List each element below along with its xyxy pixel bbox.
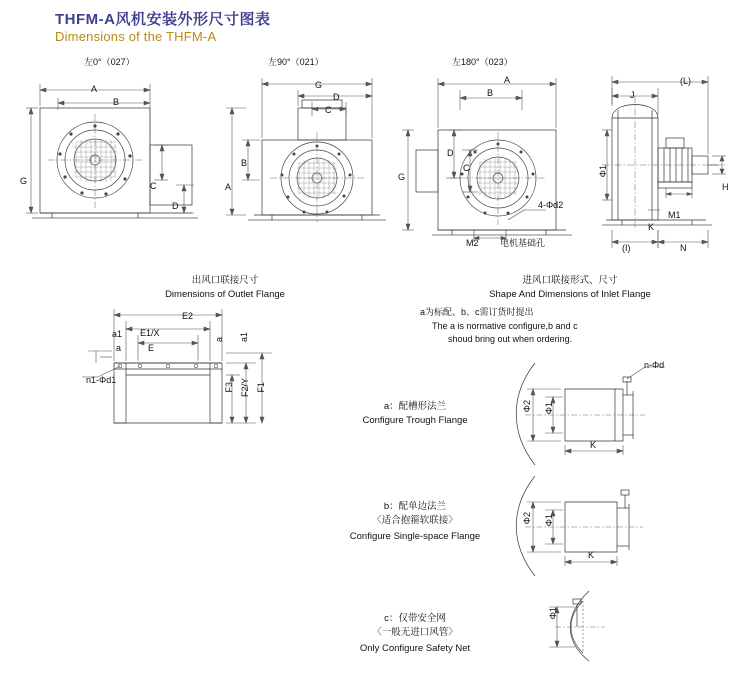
page-title-cn: THFM-A风机安装外形尺寸图表	[55, 11, 271, 28]
dim-view0-B: B	[113, 97, 120, 107]
dim-view0-G: G	[20, 176, 28, 186]
dim-side-M1: M1	[668, 210, 681, 220]
inlet-a-drawing	[505, 355, 720, 470]
dim-view90-C: C	[325, 105, 332, 115]
inlet-b-label-en: Configure Single-space Flange	[349, 531, 481, 542]
outlet-title-cn: 出风口联接尺寸	[191, 275, 259, 286]
view-label-90: 左90°（021）	[268, 57, 324, 67]
inlet-a-label-en: Configure Trough Flange	[362, 415, 468, 426]
dim-side-J: J	[630, 90, 635, 100]
dim-side-I: (I)	[622, 243, 631, 253]
dim-view180-D: D	[447, 148, 454, 158]
dim-outlet-E2: E2	[182, 311, 194, 321]
dim-view0-D: D	[172, 201, 179, 211]
inlet-b-label-cn2: 〈适合抱箍软联接〉	[372, 515, 458, 526]
inlet-b-drawing	[505, 470, 720, 580]
inlet-c-label-cn: c：仅带安全网	[384, 613, 446, 624]
dim-inlet-b-phi1: Φ1	[544, 514, 554, 527]
page-title-en: Dimensions of the THFM-A	[55, 29, 217, 44]
inlet-c-drawing	[505, 585, 720, 665]
dim-view90-B: B	[241, 158, 248, 168]
dim-view0-C: C	[150, 181, 157, 191]
dim-side-K: K	[648, 222, 655, 232]
dim-outlet-E1X: E1/X	[140, 328, 160, 338]
dim-inlet-a-phi1: Φ1	[544, 402, 554, 415]
dim-outlet-a1-left: a1	[112, 329, 123, 339]
dim-view90-A: A	[225, 182, 232, 192]
dim-outlet-a-left: a	[116, 343, 122, 353]
dim-outlet-a-right: a	[214, 337, 224, 343]
dim-view90-G: G	[315, 80, 323, 90]
dim-view180-M2: M2	[466, 238, 479, 248]
view-90-drawing	[202, 70, 402, 255]
inlet-note-cn: a为标配、b、c需订货时提出	[420, 307, 534, 317]
dim-inlet-b-phi2: Φ2	[522, 512, 532, 525]
dim-view0-A: A	[91, 84, 98, 94]
dim-view180-C: C	[463, 163, 470, 173]
outlet-title-en: Dimensions of Outlet Flange	[165, 289, 285, 300]
view-side-drawing	[596, 70, 736, 260]
inlet-c-label-cn2: 〈一般无进口风管〉	[372, 627, 458, 638]
inlet-note-en-1: The a is normative configure,b and c	[432, 321, 578, 331]
dim-inlet-c-phi1: Φ1	[548, 607, 558, 620]
dim-outlet-F3: F3	[224, 382, 234, 393]
dim-view90-D: D	[333, 92, 340, 102]
dim-outlet-holes: n1-Φd1	[86, 375, 117, 385]
inlet-title-en: Shape And Dimensions of Inlet Flange	[489, 289, 651, 300]
dim-view180-hole-spec: 4-Φd2	[538, 200, 564, 210]
dim-outlet-F1: F1	[256, 382, 266, 393]
dim-view180-G: G	[398, 172, 406, 182]
view-label-0: 左0°（027）	[84, 57, 135, 67]
inlet-b-label-cn: b：配单边法兰	[383, 501, 447, 512]
inlet-title-cn: 进风口联接形式、尺寸	[522, 275, 618, 286]
dim-inlet-a-holes: n-Φd	[644, 360, 665, 370]
view-label-180: 左180°（023）	[452, 57, 513, 67]
dim-view180-hole-note: 电机基础孔	[500, 238, 546, 248]
dim-inlet-b-K: K	[588, 550, 595, 560]
dim-view180-A: A	[504, 75, 511, 85]
dim-inlet-a-K: K	[590, 440, 597, 450]
dim-outlet-a1-right: a1	[239, 332, 249, 343]
view-180-drawing	[396, 70, 596, 260]
inlet-note-en-2: shoud bring out when ordering.	[448, 334, 573, 344]
inlet-c-label-en: Only Configure Safety Net	[359, 643, 471, 654]
dim-inlet-a-phi2: Φ2	[522, 400, 532, 413]
dim-side-N: N	[680, 243, 687, 253]
dim-side-L: (L)	[680, 76, 691, 86]
outlet-flange-drawing	[80, 305, 310, 435]
dim-side-H: H	[722, 182, 729, 192]
dim-side-phi1: Φ1	[598, 165, 608, 178]
dim-outlet-F2Y: F2/Y	[240, 378, 250, 398]
dim-outlet-E: E	[148, 343, 155, 353]
inlet-a-label-cn: a：配槽形法兰	[383, 401, 447, 412]
dim-view180-B: B	[487, 88, 494, 98]
